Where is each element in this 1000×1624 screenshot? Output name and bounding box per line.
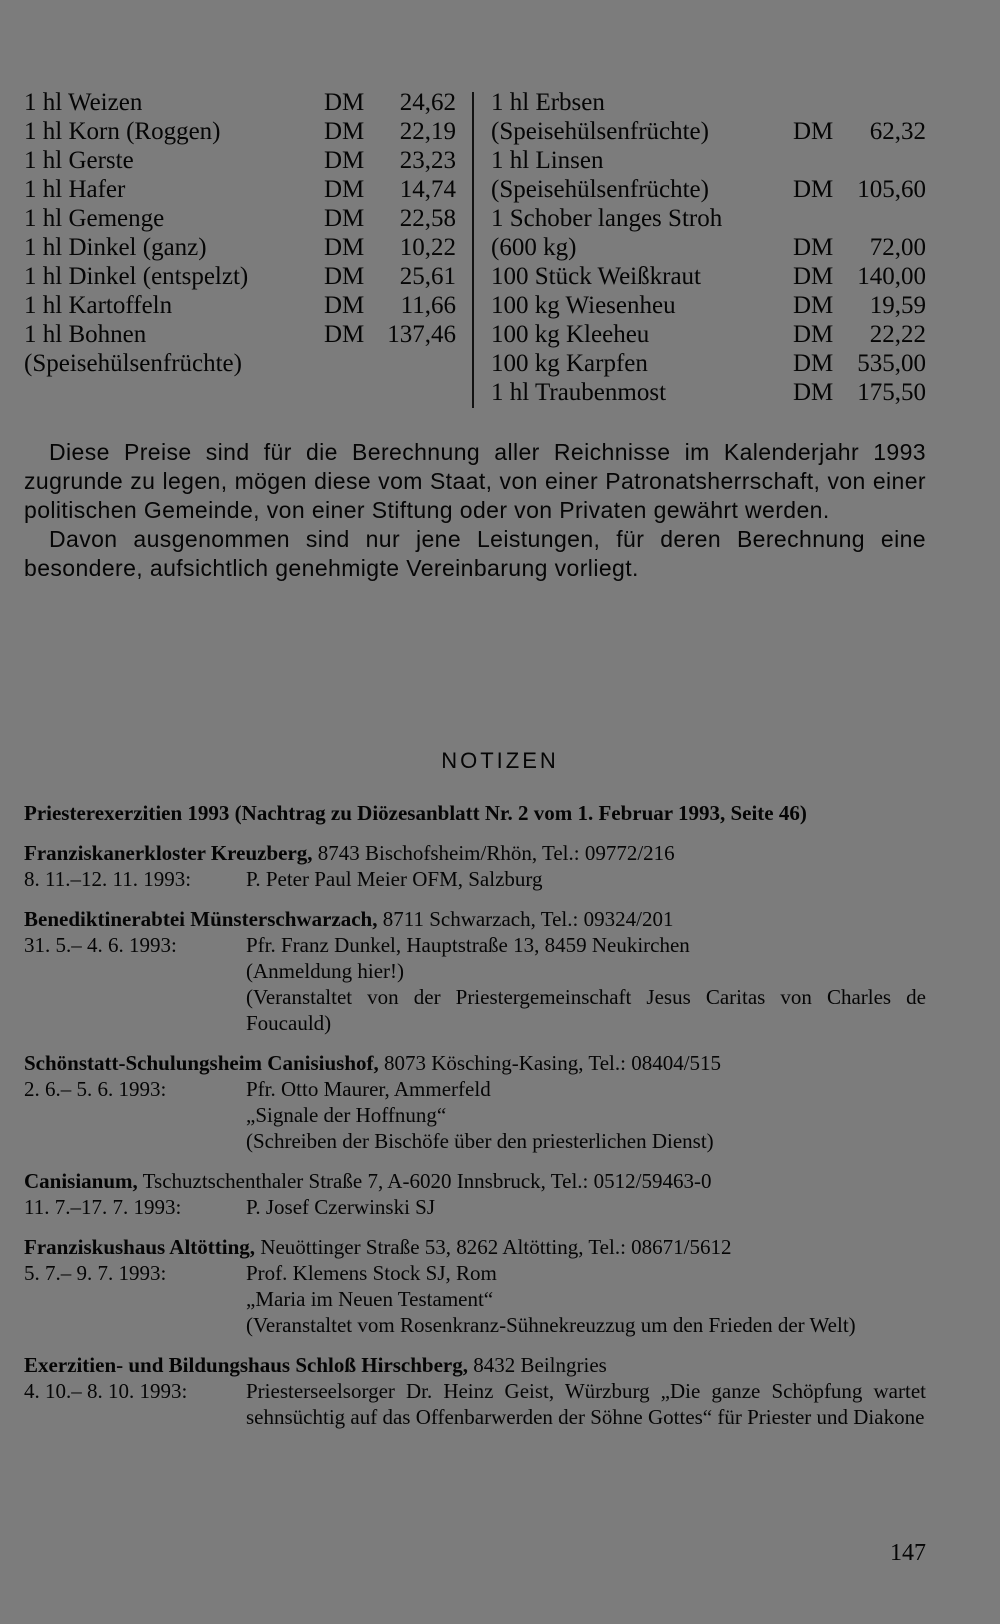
retreat-line [24, 1194, 926, 1220]
retreat-house [24, 1050, 926, 1076]
price-row: 1 hl Kartoffeln DM 11,66 [24, 292, 456, 319]
price-row: 1 hl Bohnen DM 137,46 [24, 321, 456, 348]
house-address: 8073 Kösching-Kasing, Tel.: 08404/515 [378, 1051, 722, 1075]
price-row: 1 hl Gemenge DM 22,58 [24, 205, 456, 232]
retreat-date: 8. 11.–12. 11. 1993: [24, 867, 192, 891]
retreat-detail: „Maria im Neuen Testament“ [246, 1287, 494, 1311]
paragraph-text: Davon ausgenommen sind nur jene Leistungen, für deren Berechnung eine besondere, aufsichtlich genehmigte Vereinbarung vorliegt. [24, 526, 926, 581]
retreat-line [24, 1128, 926, 1154]
price-row: 1 hl Erbsen [491, 89, 605, 116]
price-column-left [24, 88, 456, 378]
house-name: Benediktinerabtei Münsterschwarzach, [24, 907, 378, 931]
retreat-detail: Pfr. Otto Maurer, Ammerfeld [246, 1077, 491, 1101]
retreat-date: 4. 10.– 8. 10. 1993: [24, 1379, 188, 1403]
retreat-house [24, 840, 926, 866]
house-name: Exerzitien- und Bildungshaus Schloß Hirschberg, [24, 1353, 469, 1377]
price-row: 1 Schober langes Stroh [491, 205, 723, 232]
price-row: 1 hl Traubenmost DM 175,50 [491, 379, 926, 406]
house-address: Neuöttinger Straße 53, 8262 Altötting, Tel.: 08671/5612 [255, 1235, 732, 1259]
house-name: Franziskanerkloster Kreuzberg, [24, 841, 313, 865]
price-row: 100 kg Kleeheu DM 22,22 [491, 321, 926, 348]
house-name: Canisianum, [24, 1169, 138, 1193]
house-name: Franziskushaus Altötting, [24, 1235, 256, 1259]
notes-intro: Priesterexerzitien 1993 (Nachtrag zu Diözesanblatt Nr. 2 vom 1. Februar 1993, Seite 46) [24, 801, 807, 825]
price-row: 100 kg Karpfen DM 535,00 [491, 350, 926, 377]
price-row: 100 kg Wiesenheu DM 19,59 [491, 292, 926, 319]
retreat-detail: Pfr. Franz Dunkel, Hauptstraße 13, 8459 Neukirchen [246, 933, 690, 957]
price-row: (600 kg) DM 72,00 [491, 234, 926, 261]
price-row: (Speisehülsenfrüchte) DM 105,60 [491, 176, 926, 203]
retreat-house [24, 1234, 926, 1260]
house-address: 8711 Schwarzach, Tel.: 09324/201 [377, 907, 674, 931]
retreat-detail: (Veranstaltet vom Rosenkranz-Sühnekreuzzug um den Frieden der Welt) [246, 1313, 856, 1337]
retreat-house [24, 1168, 926, 1194]
retreat-entry [24, 1050, 926, 1154]
retreat-line [24, 1260, 926, 1286]
column-divider [472, 92, 474, 408]
retreat-detail: P. Peter Paul Meier OFM, Salzburg [246, 867, 543, 891]
retreat-entry [24, 1168, 926, 1220]
retreat-line [24, 1102, 926, 1128]
retreat-line [24, 932, 926, 958]
retreat-detail: „Signale der Hoffnung“ [246, 1103, 447, 1127]
house-address: 8743 Bischofsheim/Rhön, Tel.: 09772/216 [312, 841, 675, 865]
house-address: Tschuztschenthaler Straße 7, A-6020 Innsbruck, Tel.: 0512/59463-0 [137, 1169, 712, 1193]
retreat-entry [24, 1234, 926, 1338]
retreat-entry [24, 906, 926, 1036]
retreat-line [24, 984, 926, 1036]
house-name: Schönstatt-Schulungsheim Canisiushof, [24, 1051, 379, 1075]
retreat-date: 11. 7.–17. 7. 1993: [24, 1195, 182, 1219]
retreat-date: 2. 6.– 5. 6. 1993: [24, 1077, 167, 1101]
retreat-house [24, 906, 926, 932]
price-row: 1 hl Gerste DM 23,23 [24, 147, 456, 174]
retreat-line [24, 1378, 926, 1430]
retreat-date: 31. 5.– 4. 6. 1993: [24, 933, 177, 957]
retreat-line [24, 1076, 926, 1102]
retreat-detail: (Schreiben der Bischöfe über den priesterlichen Dienst) [246, 1129, 714, 1153]
retreat-entry [24, 840, 926, 892]
price-column-right [491, 88, 926, 407]
notes-section [24, 800, 926, 1444]
price-table [24, 88, 926, 410]
retreat-line [24, 1286, 926, 1312]
price-row: 1 hl Dinkel (ganz) DM 10,22 [24, 234, 456, 261]
retreat-date: 5. 7.– 9. 7. 1993: [24, 1261, 167, 1285]
page-number: 147 [890, 1540, 926, 1566]
retreat-detail: P. Josef Czerwinski SJ [246, 1195, 436, 1219]
price-row: 1 hl Dinkel (entspelzt) DM 25,61 [24, 263, 456, 290]
price-row: (Speisehülsenfrüchte) DM 62,32 [491, 118, 926, 145]
price-explanation-paragraph [24, 438, 926, 583]
paragraph-text: Diese Preise sind für die Berechnung aller Reichnisse im Kalenderjahr 1993 zugrunde zu legen, mögen diese vom Staat, von einer Patronatsherrschaft, von einer politischen Gemeinde, von einer Stiftung oder von Privaten gewährt werden. [24, 439, 926, 523]
price-row: 1 hl Korn (Roggen) DM 22,19 [24, 118, 456, 145]
price-row: 1 hl Weizen DM 24,62 [24, 89, 456, 116]
retreat-detail: Priesterseelsorger Dr. Heinz Geist, Würzburg „Die ganze Schöpfung wartet sehnsüchtig auf das Offenbarwerden der Söhne Gottes“ für Priester und Diakone [246, 1379, 926, 1429]
price-row: 1 hl Hafer DM 14,74 [24, 176, 456, 203]
price-row: 1 hl Linsen [491, 147, 604, 174]
price-row: (Speisehülsenfrüchte) [24, 350, 242, 377]
house-address: 8432 Beilngries [468, 1353, 607, 1377]
retreat-detail: (Anmeldung hier!) [246, 959, 405, 983]
retreat-detail: (Veranstaltet von der Priestergemeinschaft Jesus Caritas von Charles de Foucauld) [246, 985, 926, 1035]
price-row: 100 Stück Weißkraut DM 140,00 [491, 263, 926, 290]
section-heading: NOTIZEN [441, 748, 559, 773]
retreat-house [24, 1352, 926, 1378]
retreat-line [24, 1312, 926, 1338]
retreat-detail: Prof. Klemens Stock SJ, Rom [246, 1261, 497, 1285]
retreat-line [24, 958, 926, 984]
retreat-entry [24, 1352, 926, 1430]
retreat-line [24, 866, 926, 892]
